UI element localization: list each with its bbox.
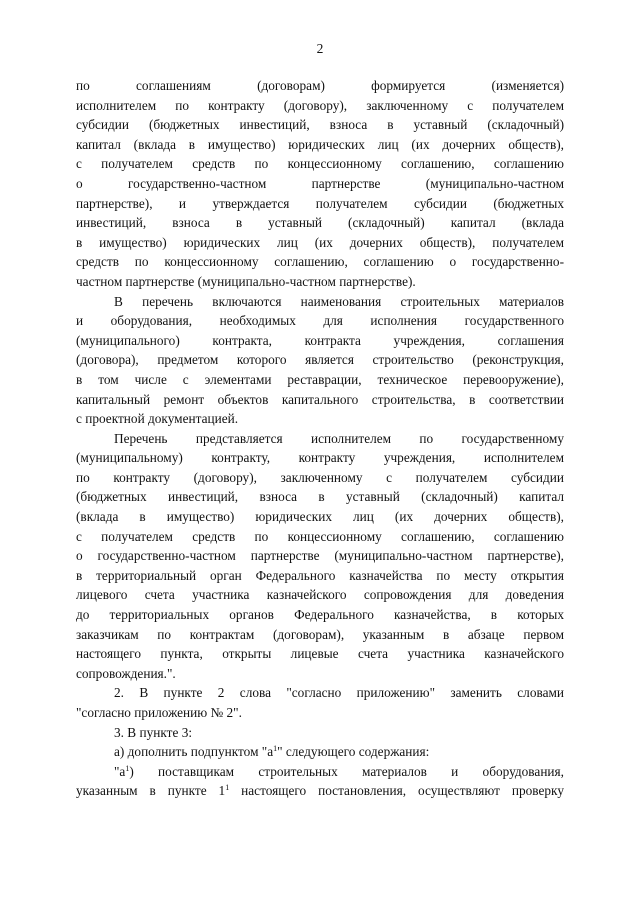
text-line: по контракту (договору), заключенному с получателем субсидии xyxy=(76,469,564,485)
document-body xyxy=(76,76,564,801)
paragraph-1 xyxy=(76,76,564,292)
text-line: до территориальных органов Федерального казначейства, в которых xyxy=(76,607,564,623)
text-segment: "а xyxy=(114,763,126,779)
text-line: партнерстве), и утверждается получателем субсидии (бюджетных xyxy=(76,195,564,211)
text-segment: " следующего содержания: xyxy=(277,744,430,760)
paragraph-5 xyxy=(76,723,564,743)
paragraph-6 xyxy=(76,742,564,762)
text-line: о государственно-частном партнерстве (муниципально-частном xyxy=(76,175,564,191)
text-line: инвестиций, взноса в уставный (складочный) капитал (вклада xyxy=(76,215,564,231)
text-segment: указанным в пункте 1 xyxy=(76,783,226,799)
text-line: частном партнерстве (муниципально-частном партнерстве). xyxy=(76,273,416,289)
paragraph-7 xyxy=(76,762,564,801)
superscript: 1 xyxy=(225,783,230,793)
text-line: с получателем средств по концессионному соглашению, соглашению xyxy=(76,528,564,544)
text-line: (бюджетных инвестиций, взноса в уставный (складочный) капитал xyxy=(76,489,564,505)
text-line: (муниципального) контракта, контракта учреждения, соглашения xyxy=(76,332,564,348)
text-segment: а) дополнить подпунктом "а xyxy=(114,744,274,760)
page-number: 2 xyxy=(316,41,324,56)
text-line xyxy=(76,781,564,801)
text-line: (договора), предметом которого является строительство (реконструкция, xyxy=(76,352,564,368)
text-line: в территориальный орган Федерального казначейства по месту открытия xyxy=(76,567,564,583)
text-line: с получателем средств по концессионному соглашению, соглашению xyxy=(76,156,564,172)
text-line: "согласно приложению № 2". xyxy=(76,705,242,720)
text-line: в имущество) юридических лиц (их дочерних обществ), получателем xyxy=(76,234,564,250)
text-line: средств по концессионному соглашению, соглашению о государственно- xyxy=(76,254,564,270)
text-line: по соглашениям (договорам) формируется (изменяется) xyxy=(76,78,564,93)
paragraph-4 xyxy=(76,683,564,722)
text-line: капитал (вклада в имущество) юридических лиц (их дочерних обществ), xyxy=(76,136,564,152)
text-line: 2. В пункте 2 слова "согласно приложению" заменить словами xyxy=(114,685,564,701)
text-line xyxy=(76,742,564,762)
text-line: с проектной документацией. xyxy=(76,411,239,427)
superscript: 1 xyxy=(273,744,278,754)
text-line: (муниципальному) контракту, контракту учреждения, исполнителем xyxy=(76,450,564,466)
text-line: исполнителем по контракту (договору), заключенному с получателем xyxy=(76,97,564,113)
text-line: и оборудования, необходимых для исполнения государственного xyxy=(76,313,564,329)
text-line: капитальный ремонт объектов капитального строительства, в соответствии xyxy=(76,391,564,407)
paragraph-2 xyxy=(76,292,564,429)
superscript: 1 xyxy=(125,763,130,773)
text-line: сопровождения.". xyxy=(76,665,176,681)
text-line: 3. В пункте 3: xyxy=(114,724,193,740)
text-line: Перечень представляется исполнителем по государственному xyxy=(114,430,564,446)
text-line: настоящего пункта, открыты лицевые счета участника казначейского xyxy=(76,646,564,662)
text-line: в том числе с элементами реставрации, техническое перевооружение), xyxy=(76,371,564,387)
text-line: В перечень включаются наименования строительных материалов xyxy=(114,293,564,309)
text-line: субсидии (бюджетных инвестиций, взноса в уставный (складочный) xyxy=(76,117,564,133)
text-segment: ) поставщикам строительных материалов и оборудования, xyxy=(129,763,564,779)
text-line: о государственно-частном партнерстве (муниципально-частном партнерстве), xyxy=(76,548,564,564)
text-line xyxy=(76,762,564,782)
paragraph-3 xyxy=(76,429,564,684)
text-line: (вклада в имущество) юридических лиц (их дочерних обществ), xyxy=(76,509,564,525)
text-line: заказчикам по контрактам (договорам), указанным в абзаце первом xyxy=(76,626,564,642)
text-segment: настоящего постановления, осуществляют проверку xyxy=(229,783,564,799)
text-line: лицевого счета участника казначейского сопровождения для доведения xyxy=(76,587,564,603)
